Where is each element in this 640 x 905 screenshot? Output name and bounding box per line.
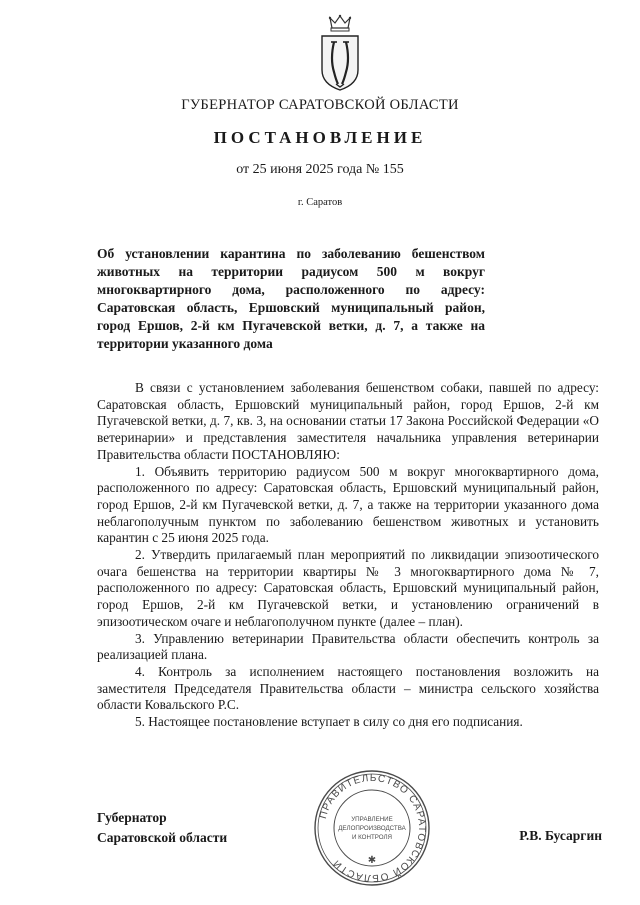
document-body [97,380,599,731]
preamble-paragraph: В связи с установлением заболевания бешенством собаки, павшей по адресу: Саратовская область, Ершовский муниципальный район, город Ершов, 2-й км Пугачевской ветки, д. 7, кв. 3, на основании статьи 17 Закона Российской Федерации «О ветеринарии» и представления заместителя начальника управления ветеринарии Правительства области ПОСТАНОВЛЯЮ: [97,380,599,462]
stamp-inner-line: И КОНТРОЛЯ [351,834,393,841]
item-paragraph: 5. Настоящее постановление вступает в силу со дня его подписания. [135,714,523,730]
signatory-position [97,808,227,848]
item-paragraph: 1. Объявить территорию радиусом 500 м вокруг многоквартирного дома, расположенного по адресу: Саратовская область, Ершовский муниципальный район, город Ершов, 2-й км Пугачевской ветки, д. 7, а также на территории указанного дома неблагополучным пунктом по заболеванию бешенством животных и установить карантин с 25 июня 2025 года. [97,463,599,546]
item-paragraph: 3. Управлению ветеринарии Правительства области обеспечить контроль за реализацией плана. [97,630,599,663]
signatory-name: Р.В. Бусаргин [519,828,602,843]
signatory-position-line2: Саратовской области [97,830,228,845]
stamp-outer-text: ПРАВИТЕЛЬСТВО САРАТОВСКОЙ ОБЛАСТИ [317,772,428,884]
item-paragraph: 2. Утвердить прилагаемый план мероприятий по ликвидации эпизоотического очага бешенства на территории квартиры № 3 многоквартирного дома № 7, расположенного по адресу: Саратовская область, Ершовский муниципальный район, город Ершов, 2-й км Пугачевской ветки, и установлению ограничений в эпизоотическом очаге и неблагополучном пункте (далее – план). [97,547,599,629]
official-stamp [312,768,432,888]
coat-of-arms-icon [318,14,362,94]
item-paragraph: 4. Контроль за исполнением настоящего постановления возложить на заместителя Председателя Правительства области – министра сельского хозяйства области Ковальского Р.С. [97,663,599,713]
document-subject: Об установлении карантина по заболеванию бешенством животных на территории радиусом 500 м вокруг многоквартирного дома, расположенного по адресу: Саратовская область, Ершовский муниципальный район, город Ершов, 2-й км Пугачевской ветки, д. 7, а также на территории указанного дома [97,246,485,351]
star-icon: ✱ [367,855,377,866]
document-date-number: от 25 июня 2025 года № 155 [236,162,404,177]
issuer-title: ГУБЕРНАТОР САРАТОВСКОЙ ОБЛАСТИ [181,97,459,113]
stamp-inner-line: УПРАВЛЕНИЕ [351,816,393,823]
document-city: г. Саратов [297,197,343,208]
signatory-position-line1: Губернатор [97,810,167,825]
document-type: ПОСТАНОВЛЕНИЕ [213,128,427,147]
stamp-inner-line: ДЕЛОПРОИЗВОДСТВА [338,825,406,832]
